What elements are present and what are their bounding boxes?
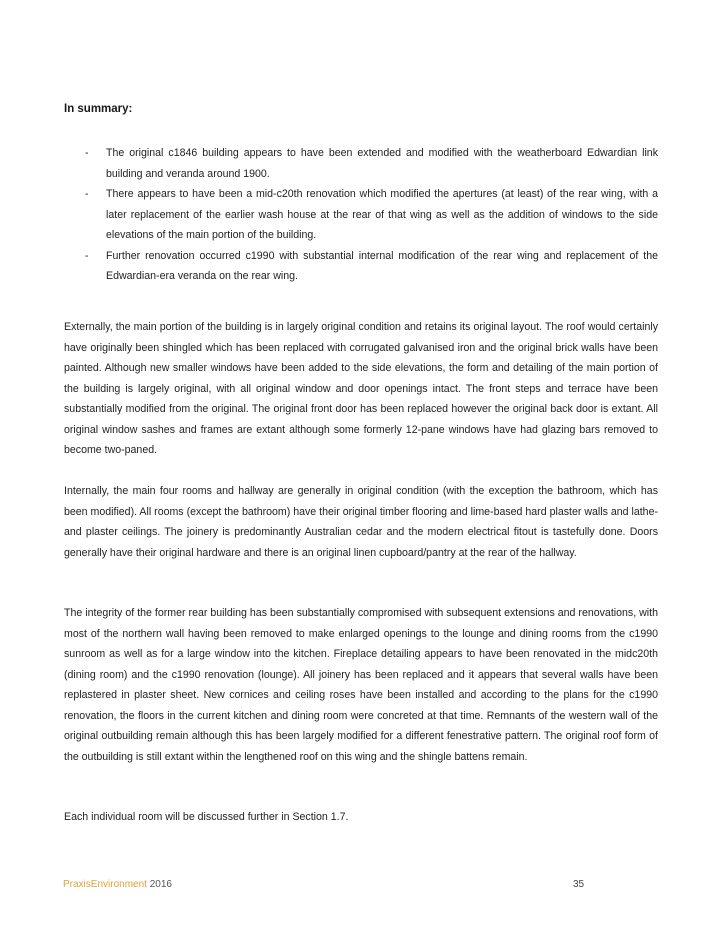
- footer-brand: [63, 879, 172, 890]
- paragraph-internally: Internally, the main four rooms and hallway are generally in original condition (with the exception the bathroom, which has been modified). All rooms (except the bathroom) have their original timber flooring and lime-based hard plaster walls and lathe-and plaster ceilings. The joinery is predominantly Australian cedar and the modern electrical fitout is tastefully done. Doors generally have their original hardware and there is an original linen cupboard/pantry at the rear of the hallway.: [64, 485, 658, 559]
- bullet-dash: -: [85, 249, 89, 262]
- list-item-text: The original c1846 building appears to have been extended and modified with the weatherboard Edwardian link building and veranda around 1900.: [106, 147, 658, 180]
- list-item-text: There appears to have been a mid-c20th renovation which modified the apertures (at least) of the rear wing, with a later replacement of the earlier wash house at the rear of that wing as well as the addition of windows to the side elevations of the main portion of the building.: [106, 188, 658, 241]
- paragraph-externally: Externally, the main portion of the building is in largely original condition and retains its original layout. The roof would certainly have originally been shingled which has been replaced with corrugated galvanised iron and the original brick walls have been painted. Although new smaller windows have been added to the side elevations, the form and detailing of the main portion of the building is largely original, with all original window and door openings intact. The front steps and terrace have been substantially modified from the original. The original front door has been replaced however the original back door is extant. All original window sashes and frames are extant although some formerly 12-pane windows have had glazing bars removed to become two-paned.: [64, 321, 658, 456]
- bullet-dash: -: [85, 147, 89, 159]
- brand-praxis: Praxis: [63, 879, 91, 890]
- list-item: [64, 246, 658, 287]
- summary-list: [64, 143, 658, 287]
- paragraph-integrity: The integrity of the former rear building has been substantially compromised with subsequent extensions and renovations, with most of the northern wall having been removed to make enlarged openings to the lounge and dining rooms from the c1990 sunroom as well as for a large window into the kitchen. Fireplace detailing appears to have been renovated in the midc20th (dining room) and the c1990 renovation (lounge). All joinery has been replaced and it appears that several walls have been replastered in plaster sheet. New cornices and ceiling roses have been installed and according to the plans for the c1990 renovation, the floors in the current kitchen and dining room were concreted at that time. Remnants of the western wall of the original outbuilding remain although this has been largely modified for a different fenestrative pattern. The original roof form of the outbuilding is still extant within the lengthened roof on this wing and the shingle battens remain.: [64, 607, 658, 763]
- list-item: [64, 143, 658, 184]
- summary-heading: In summary:: [64, 103, 133, 115]
- list-item-text: Further renovation occurred c1990 with substantial internal modification of the rear wing and replacement of the Edwardian-era veranda on the rear wing.: [106, 249, 658, 282]
- paragraph-closing: Each individual room will be discussed further in Section 1.7.: [64, 811, 349, 823]
- page-number: 35: [573, 879, 585, 890]
- footer-year: 2016: [149, 879, 172, 890]
- brand-environment: Environment: [90, 879, 147, 890]
- bullet-dash: -: [85, 188, 89, 200]
- list-item: [64, 184, 658, 246]
